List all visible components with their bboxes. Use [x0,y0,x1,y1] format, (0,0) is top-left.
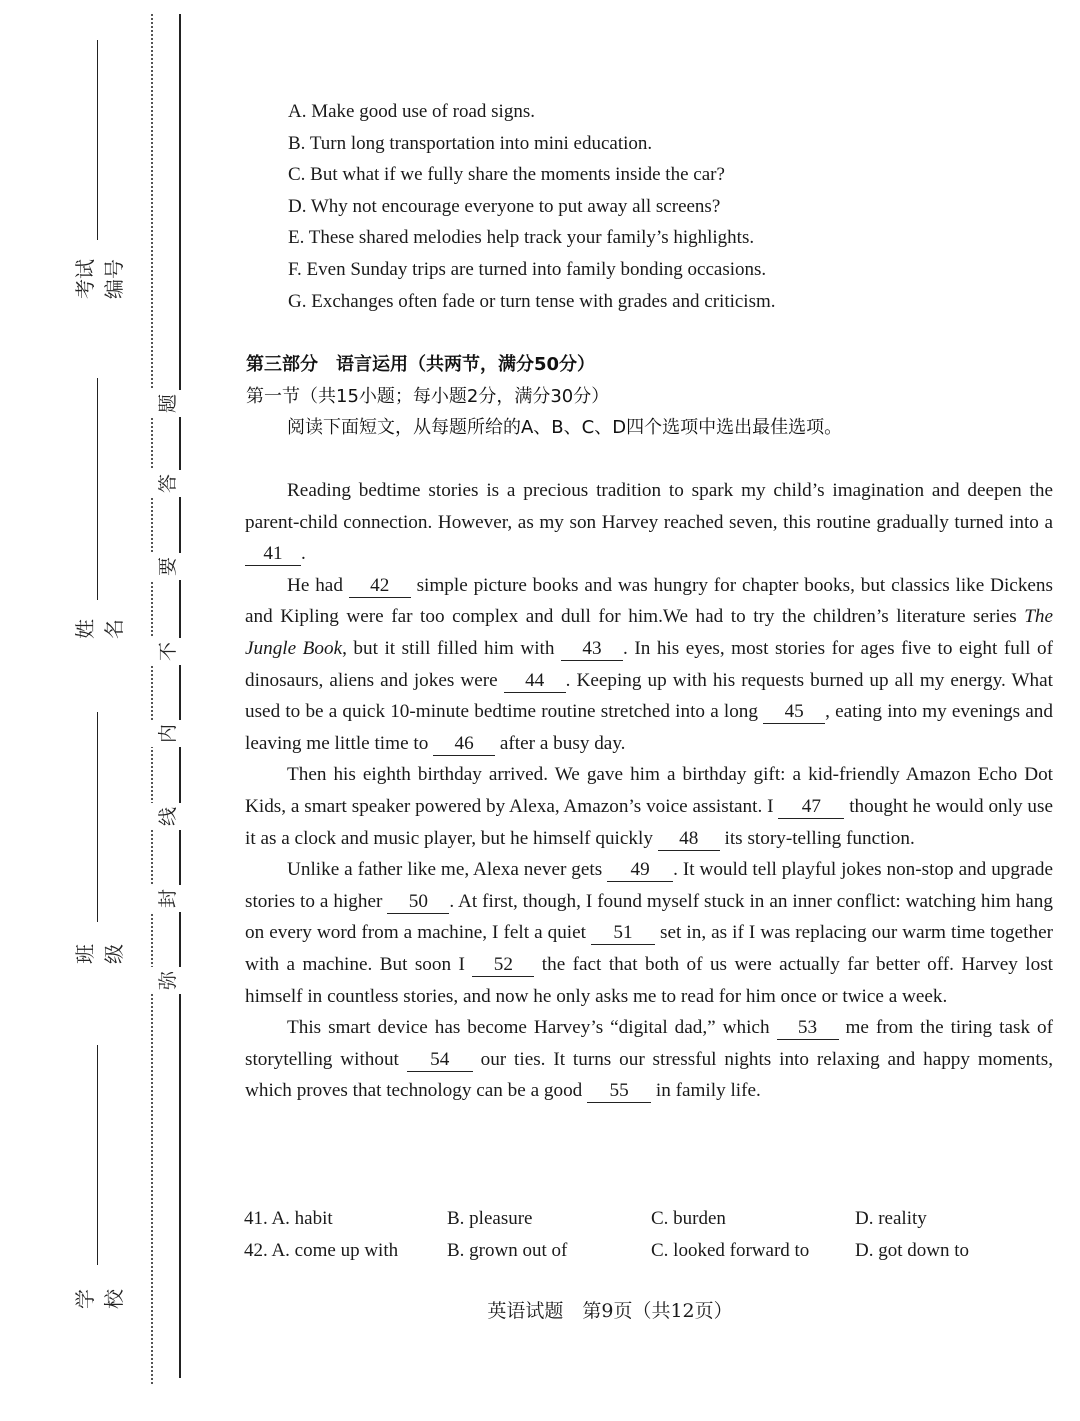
cloze-passage [245,475,1053,1107]
exam-number-label: 考试编号 [73,259,126,299]
book-title: The Jungle Book [245,606,1053,659]
school-line [97,1045,98,1265]
choice-41-c: C. burden [651,1208,726,1229]
choice-42-c: C. looked forward to [651,1240,810,1261]
blank-54: 54 [407,1049,473,1072]
seal-char: 要 [150,553,184,580]
blank-43: 43 [561,638,623,661]
choice-42-a: 42. A. come up with [244,1240,399,1261]
blank-45: 45 [763,701,825,724]
paragraph-3: Then his eighth birthday arrived. We gave him a birthday gift: a kid-friendly Amazon Echo Dot Kids, a smart speaker powered by Alexa, Amazon’s voice assistant. I 47 thought he would only use it as a clock and music player, but he himself quickly 48 its story-telling function. [245,764,1053,849]
question-42-row [244,1235,1055,1267]
page-footer: 英语试题 第9页（共12页） [487,1300,733,1322]
paragraph-2: He had 42 simple picture books and was hungry for chapter books, but classics like Dickens and Kipling were far too complex and dull for him.We had to try the children’s literature series The Jungle Book, but it still filled him with 43 . In his eyes, most stories for ages five to eight full of dinosaurs, aliens and jokes were 44 . Keeping up with his requests burned up all my energy. What used to be a quick 10-minute bedtime routine stretched into a long 45 , eating into my evenings and leaving me little time to 46 after a busy day. [245,574,1053,754]
school-label: 学 校 [73,1289,126,1309]
seal-char: 不 [150,638,184,665]
blank-52: 52 [472,954,534,977]
option-c: C. But what if we fully share the moments inside the car? [288,164,725,186]
name-line [97,378,98,600]
seal-char: 线 [150,803,184,830]
choice-42-d: D. got down to [855,1240,969,1261]
blank-41: 41 [245,543,301,566]
name-label: 姓 名 [73,619,126,639]
option-f: F. Even Sunday trips are turned into family bonding occasions. [288,258,767,280]
blank-46: 46 [433,733,495,756]
paragraph-5: This smart device has become Harvey’s “digital dad,” which 53 me from the tiring task of storytelling without 54 our ties. It turns our stressful nights into relaxing and happy moments, which proves that technology can be a good 55 in family life. [245,1017,1053,1102]
option-a: A. Make good use of road signs. [288,101,535,122]
seal-char: 答 [150,470,184,497]
seal-char: 封 [150,885,184,912]
paragraph-4: Unlike a father like me, Alexa never gets 49 . It would tell playful jokes non-stop and upgrade stories to a higher 50 . At first, though, I found myself stuck in an inner conflict: watching him hang on every word from a machine, I felt a quiet 51 set in, as if I was replacing our warm time together with a machine. But soon I 52 the fact that both of us were actually far better off. Harvey lost himself in countless stories, and now he only asks me to read for him once or twice a week. [245,859,1053,1007]
exam-number-line [97,40,98,240]
blank-55: 55 [587,1080,651,1103]
class-label: 班 级 [73,944,126,964]
solid-binding-line [179,14,181,1378]
question-41-row [244,1203,1055,1235]
option-e: E. These shared melodies help track your family’s highlights. [288,227,755,249]
section-instruction: 阅读下面短文，从每题所给的A、B、C、D四个选项中选出最佳选项。 [287,417,843,438]
blank-53: 53 [777,1017,839,1040]
options-list [288,96,776,317]
choice-41-b: B. pleasure [447,1208,533,1229]
seal-char: 内 [150,720,184,747]
option-d: D. Why not encourage everyone to put away all screens? [288,195,721,217]
blank-50: 50 [387,891,449,914]
seal-char: 弥 [150,967,184,994]
section-subtitle: 第一节（共15小题；每小题2分，满分30分） [246,386,610,407]
section-title: 第三部分 语言运用（共两节，满分50分） [246,354,596,375]
dotted-binding-line [151,14,153,1384]
choice-41-d: D. reality [855,1208,927,1229]
blank-44: 44 [504,670,566,693]
answer-choices [244,1203,1055,1267]
blank-48: 48 [658,828,720,851]
option-b: B. Turn long transportation into mini education. [288,132,653,154]
paragraph-1: Reading bedtime stories is a precious tradition to spark my child’s imagination and deepen the parent-child connection. However, as my son Harvey reached seven, this routine gradually turned into a 41 . [245,480,1053,565]
seal-char: 题 [150,390,184,417]
choice-41-a: 41. A. habit [244,1208,333,1229]
choice-42-b: B. grown out of [447,1240,568,1261]
class-line [97,712,98,922]
blank-49: 49 [607,859,673,882]
blank-51: 51 [591,922,655,945]
blank-47: 47 [778,796,844,819]
option-g: G. Exchanges often fade or turn tense with grades and criticism. [288,290,776,312]
blank-42: 42 [349,575,411,598]
